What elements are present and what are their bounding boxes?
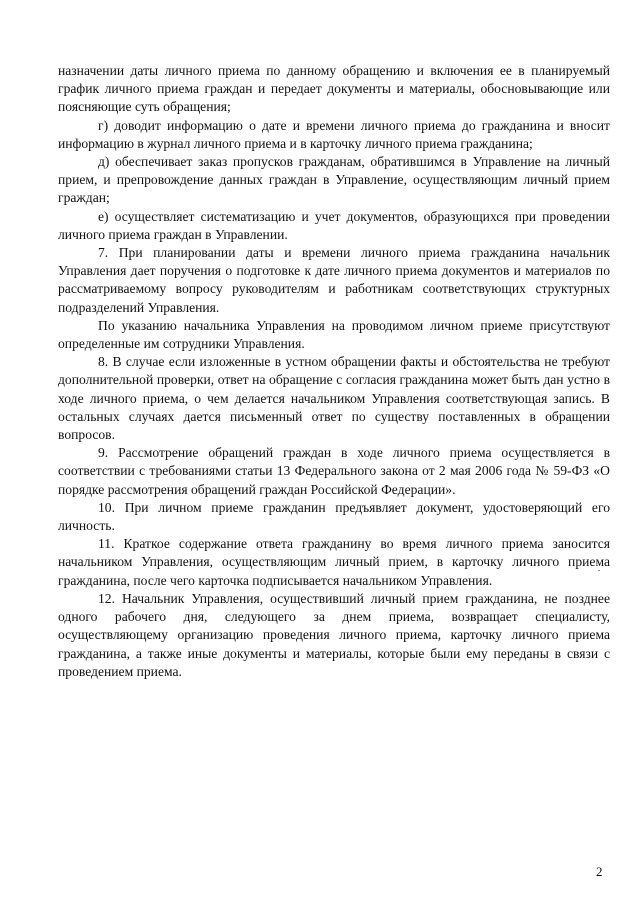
paragraph-12: 12. Начальник Управления, осуществивший личный прием гражданина, не позднее одного рабочего дня, следующего за днем приема, возвращает специалисту, осуществляющему организацию проведения личного приема, карточку личного приема гражданина, а также иные документы и материалы, которые были ему переданы в связи с проведением приема. xyxy=(58,590,610,679)
paragraph-10: 10. При личном приеме гражданин предъявляет документ, удостоверяющий его личность. xyxy=(58,499,610,534)
paragraph-item-d: д) обеспечивает заказ пропусков гражданам, обратившимся в Управление на личный прием, и препровождение данных граждан в Управление, осуществляющим личный прием граждан; xyxy=(58,154,610,206)
paragraph-8: 8. В случае если изложенные в устном обращении факты и обстоятельства не требуют дополнительной проверки, ответ на обращение с согласия гражданина может быть дан устно в ходе личного приема, о чем делается начальником Управления соответствующая запись. В остальных случаях дается письменный ответ по существу поставленных в обращении вопросов. xyxy=(58,354,610,443)
paragraph-item-g: г) доводит информацию о дате и времени личного приема до гражданина и вносит информацию в журнал личного приема и в карточку личного приема гражданина; xyxy=(58,117,610,151)
paragraph-7-note: По указанию начальника Управления на проводимом личном приеме присутствуют определенные им сотрудники Управления. xyxy=(58,317,610,352)
document-body xyxy=(58,62,610,681)
paragraph-11: 11. Краткое содержание ответа гражданину во время личного приема заносится начальником Управления, осуществляющим личный прием, в карточку личного приема гражданина, после чего карточка подписывается начальником Управления. xyxy=(58,536,610,588)
paragraph-7: 7. При планировании даты и времени личного приема гражданина начальник Управления дает поручения о подготовке к дате личного приема документов и материалов по рассматриваемому вопросу руководителям и работникам соответствующих структурных подразделений Управления. xyxy=(58,245,610,315)
scan-mark xyxy=(598,570,600,571)
paragraph-item-e: е) осуществляет систематизацию и учет документов, образующихся при проведении личного приема граждан в Управлении. xyxy=(58,208,610,242)
page-number: 2 xyxy=(596,864,603,879)
paragraph-continuation: назначении даты личного приема по данному обращению и включения ее в планируемый график личного приема граждан и передает документы и материалы, обосновывающие или поясняющие суть обращения; xyxy=(58,63,610,115)
paragraph-9: 9. Рассмотрение обращений граждан в ходе личного приема осуществляется в соответствии с требованиями статьи 13 Федерального закона от 2 мая 2006 года № 59-ФЗ «О порядке рассмотрения обращений граждан Российской Федерации». xyxy=(58,445,610,497)
